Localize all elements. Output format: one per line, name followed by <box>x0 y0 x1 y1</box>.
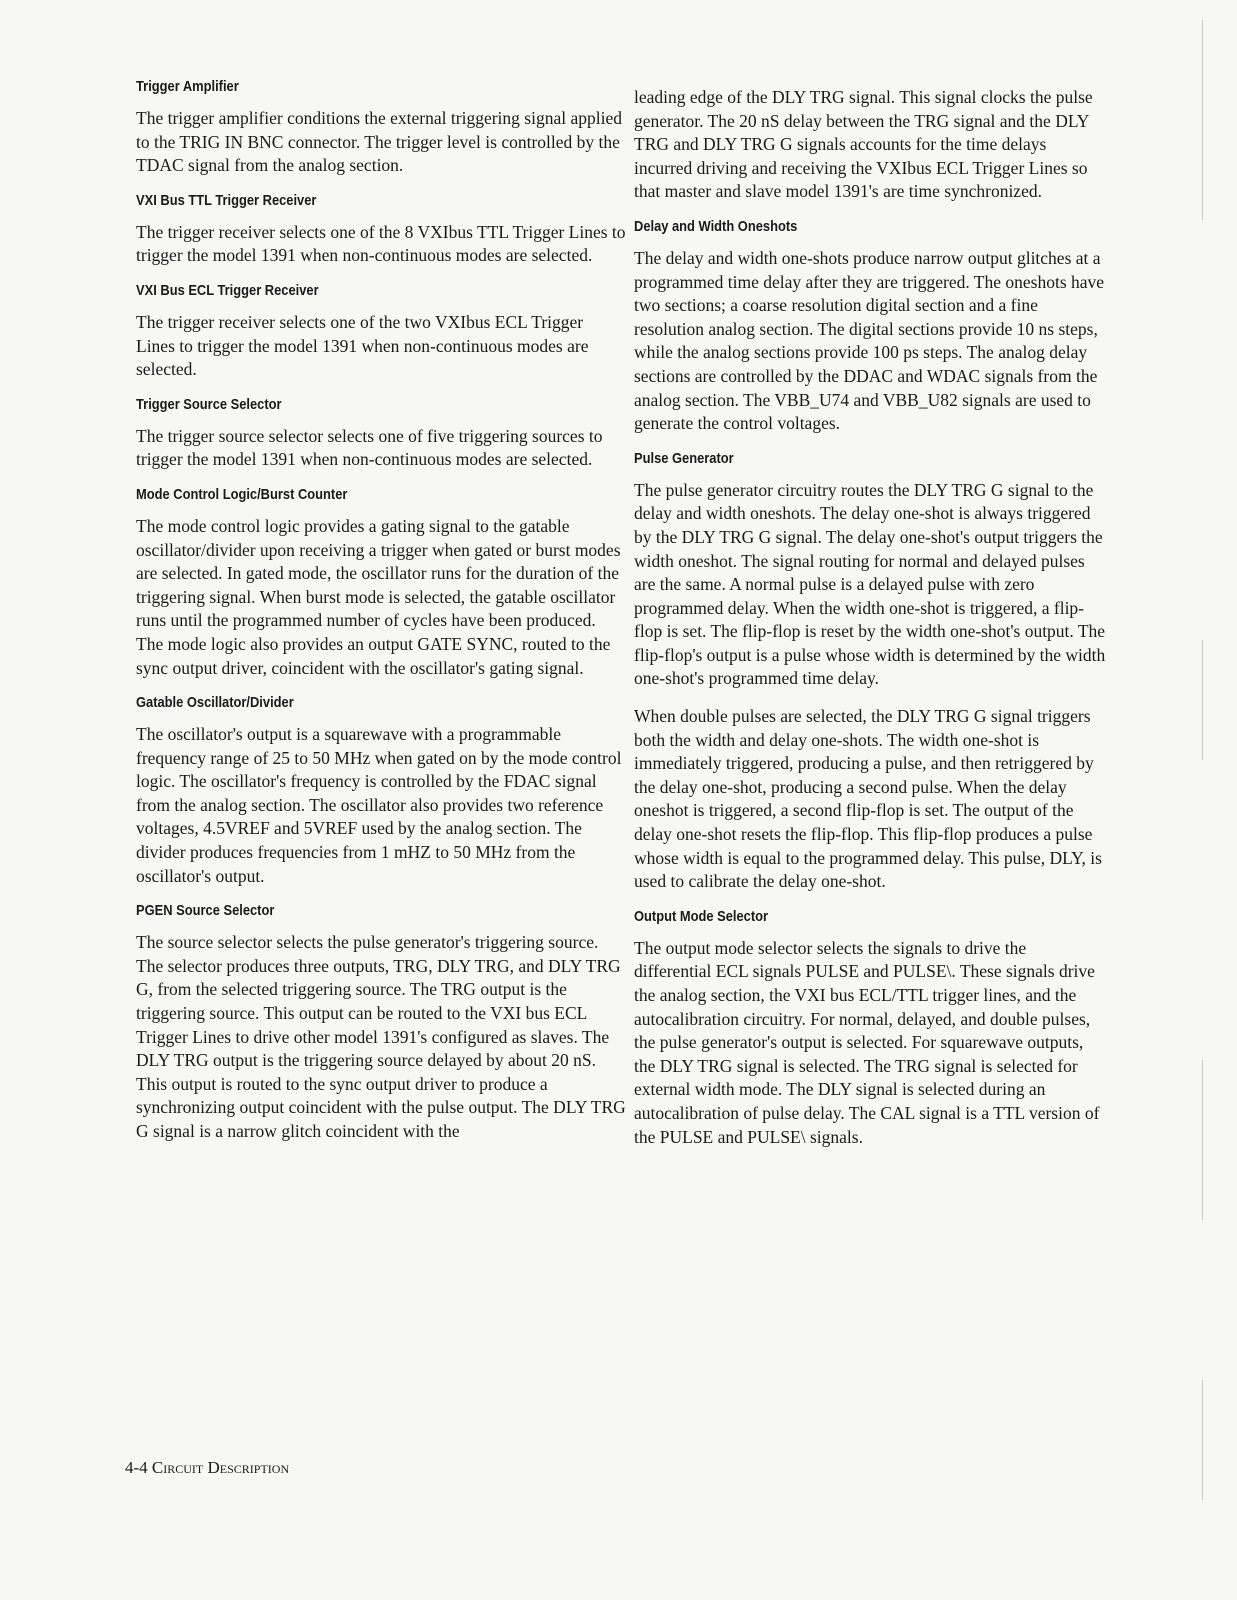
section-heading: Pulse Generator <box>634 449 734 467</box>
section-paragraph: The pulse generator circuitry routes the DLY TRG G signal to the delay and width oneshots. The delay one-shot is always triggered by the DLY TRG G signal. The delay one-shot's output triggers the width oneshot. The signal routing for normal and delayed pulses are the same. A normal pulse is a delayed pulse with zero programmed delay. When the width one-shot is triggered, a flip-flop is set. The flip-flop is reset by the width one-shot's output. The flip-flop's output is a pulse whose width is determined by the width one-shot's programmed time delay. <box>634 479 1106 689</box>
section-paragraph: The mode control logic provides a gating signal to the gatable oscillator/divider upon receiving a trigger when gated or burst modes are selected. In gated mode, the oscillator runs for the duration of the triggering signal. When burst mode is selected, the gatable oscillator runs until the programmed number of cycles have been produced. The mode logic also provides an output GATE SYNC, routed to the sync output driver, coincident with the oscillator's gating signal. <box>136 515 621 678</box>
section-delay-width-oneshots <box>634 218 1106 436</box>
section-paragraph: leading edge of the DLY TRG signal. This signal clocks the pulse generator. The 20 nS delay between the TRG signal and the DLY TRG and DLY TRG G signals accounts for the time delays incurred driving and receiving the VXIbus ECL Trigger Lines so that master and slave model 1391's are time synchronized. <box>634 87 1093 202</box>
section-pgen-source-selector <box>136 902 626 1143</box>
section-paragraph: The trigger receiver selects one of the 8 VXIbus TTL Trigger Lines to trigger the model 1391 when non-continuous modes are selected. <box>136 221 626 266</box>
section-trigger-source-selector <box>136 396 626 472</box>
scan-edge-mark <box>1202 20 1203 220</box>
section-output-mode-selector <box>634 908 1106 1149</box>
section-paragraph: When double pulses are selected, the DLY TRG G signal triggers both the width and delay one-shots. The width one-shot is immediately triggered, producing a pulse, and then retriggered by the delay one-shot, producing a second pulse. When the delay oneshot is triggered, a second flip-flop is set. The output of the delay one-shot resets the flip-flop. This flip-flop produces a pulse whose width is equal to the programmed delay. This pulse, DLY, is used to calibrate the delay one-shot. <box>634 706 1102 892</box>
section-heading: VXI Bus ECL Trigger Receiver <box>136 281 319 299</box>
footer-section-title: Circuit Description <box>151 1458 290 1477</box>
section-paragraph: The trigger source selector selects one of five triggering sources to trigger the model 1391 when non-continuous modes are selected. <box>136 425 603 470</box>
section-ecl-trigger-receiver <box>136 282 626 382</box>
section-continuation <box>634 86 1106 204</box>
section-ttl-trigger-receiver <box>136 192 626 268</box>
section-heading: VXI Bus TTL Trigger Receiver <box>136 191 317 209</box>
scan-edge-mark <box>1202 640 1203 760</box>
section-heading: Output Mode Selector <box>634 907 769 925</box>
section-trigger-amplifier <box>136 78 626 178</box>
section-paragraph: The trigger amplifier conditions the external triggering signal applied to the TRIG IN BNC connector. The trigger level is controlled by the TDAC signal from the analog section. <box>136 108 622 176</box>
section-heading: Trigger Source Selector <box>136 395 282 413</box>
page-footer <box>125 1458 289 1478</box>
scan-edge-mark <box>1202 1380 1203 1500</box>
section-heading: Mode Control Logic/Burst Counter <box>136 485 348 503</box>
section-paragraph: The trigger receiver selects one of the two VXIbus ECL Trigger Lines to trigger the model 1391 when non-continuous modes are selected. <box>136 311 589 380</box>
section-heading: Gatable Oscillator/Divider <box>136 694 294 712</box>
section-paragraph: The oscillator's output is a squarewave with a programmable frequency range of 25 to 50 MHz when gated on by the mode control logic. The oscillator's frequency is controlled by the FDAC signal from the analog section. The oscillator also provides two reference voltages, 4.5VREF and 5VREF used by the analog section. The divider produces frequencies from 1 mHZ to 50 MHz from the oscillator's output. <box>136 724 622 886</box>
section-heading: PGEN Source Selector <box>136 902 275 920</box>
right-column <box>634 86 1106 1163</box>
left-column <box>136 78 626 1158</box>
section-heading: Trigger Amplifier <box>136 78 239 95</box>
section-paragraph: The source selector selects the pulse generator's triggering source. The selector produces three outputs, TRG, DLY TRG, and DLY TRG G, from the selected triggering source. The TRG output is the triggering source. This output can be routed to the VXI bus ECL Trigger Lines to drive other model 1391's configured as slaves. The DLY TRG output is the triggering source delayed by about 20 nS. This output is routed to the sync output driver to produce a synchronizing output coincident with the pulse output. The DLY TRG G signal is a narrow glitch coincident with the <box>136 932 626 1141</box>
section-heading: Delay and Width Oneshots <box>634 217 798 235</box>
section-mode-control-logic <box>136 486 626 680</box>
section-pulse-generator <box>634 450 1106 894</box>
section-gatable-oscillator <box>136 694 626 888</box>
section-paragraph: The output mode selector selects the signals to drive the differential ECL signals PULSE and PULSE\. These signals drive the analog section, the VXI bus ECL/TTL trigger lines, and the autocalibration circuitry. For normal, delayed, and double pulses, the pulse generator's output is selected. For squarewave outputs, the DLY TRG signal is selected. The TRG signal is selected for external width mode. The DLY signal is selected during an autocalibration of pulse delay. The CAL signal is a TTL version of the PULSE and PULSE\ signals. <box>634 937 1100 1147</box>
section-paragraph: The delay and width one-shots produce narrow output glitches at a programmed time delay after they are triggered. The oneshots have two sections; a coarse resolution digital section and a fine resolution analog section. The digital sections provide 10 ns steps, while the analog sections provide 100 ps steps. The analog delay sections are controlled by the DDAC and WDAC signals from the analog section. The VBB_U74 and VBB_U82 signals are used to generate the control voltages. <box>634 247 1105 434</box>
scan-edge-mark <box>1202 1060 1203 1220</box>
page-number: 4-4 <box>125 1458 148 1477</box>
